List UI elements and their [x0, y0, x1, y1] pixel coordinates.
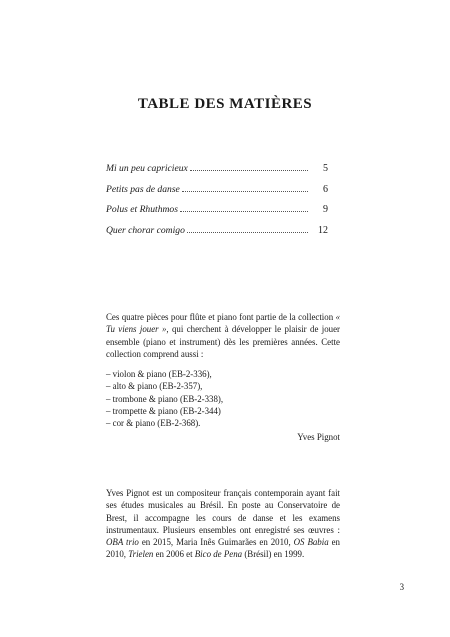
toc-leader-dots [190, 163, 308, 171]
toc-entry-page: 5 [323, 163, 328, 174]
bio-text: (Brésil) en 1999. [242, 549, 305, 560]
toc-entry-title: Petits pas de danse [106, 183, 180, 195]
toc-leader-dots [187, 225, 308, 233]
bio-paragraph [106, 487, 340, 561]
collection-name: « Tu viens jouer » [106, 312, 340, 335]
list-item: – violon & piano (EB-2-336), [106, 369, 212, 379]
bio-text: en 2010, [106, 537, 340, 560]
toc-entry-page: 6 [323, 183, 328, 195]
toc-leader-dots [180, 204, 308, 212]
bio-text: Yves Pignot est un compositeur français contemporain ayant fait ses études musicales au Brésil. En poste au Conservatoire de Brest, il accompagne les cours de danse et les examens instrumentaux. Plusieurs ensembles ont enregistré ses œuvres : [106, 488, 340, 535]
bio-text: en 2015, Maria Inês Guimarães en 2010, [138, 537, 294, 548]
bio-text: en 2006 et [153, 549, 195, 560]
table-of-contents [106, 163, 328, 245]
toc-entry-page: 12 [318, 224, 328, 236]
list-item: – alto & piano (EB-2-357), [106, 381, 203, 392]
collection-list [106, 368, 340, 429]
list-item: – trompette & piano (EB-2-344) [106, 405, 221, 416]
toc-entry [106, 184, 328, 205]
list-item: – cor & piano (EB-2-368). [106, 418, 201, 429]
intro-text: , qui cherchent à développer le plaisir de jouer ensemble (piano et instrument) dès les premières années. Cette collection comprend aussi : [106, 324, 340, 359]
work-title: OS Babia [293, 537, 329, 548]
toc-entry-title: Polus et Rhuthmos [106, 204, 178, 215]
toc-entry-page: 9 [323, 204, 328, 215]
toc-entry [106, 163, 328, 184]
toc-entry-title: Quer chorar comigo [106, 224, 185, 236]
toc-leader-dots [182, 184, 308, 192]
page-title: TABLE DES MATIÈRES [137, 96, 313, 112]
toc-entry [106, 225, 328, 246]
toc-entry-title: Mi un peu capricieux [106, 163, 188, 174]
work-title: Bico de Pena [194, 549, 243, 560]
toc-entry [106, 204, 328, 225]
author-signature: Yves Pignot [297, 432, 340, 442]
work-title: Trielen [128, 549, 154, 560]
intro-text: Ces quatre pièces pour flûte et piano font partie de la collection [106, 312, 336, 322]
intro-paragraph [106, 311, 340, 360]
work-title: OBA trio [106, 537, 139, 548]
page-number: 3 [399, 582, 404, 592]
list-item: – trombone & piano (EB-2-338), [106, 393, 224, 404]
